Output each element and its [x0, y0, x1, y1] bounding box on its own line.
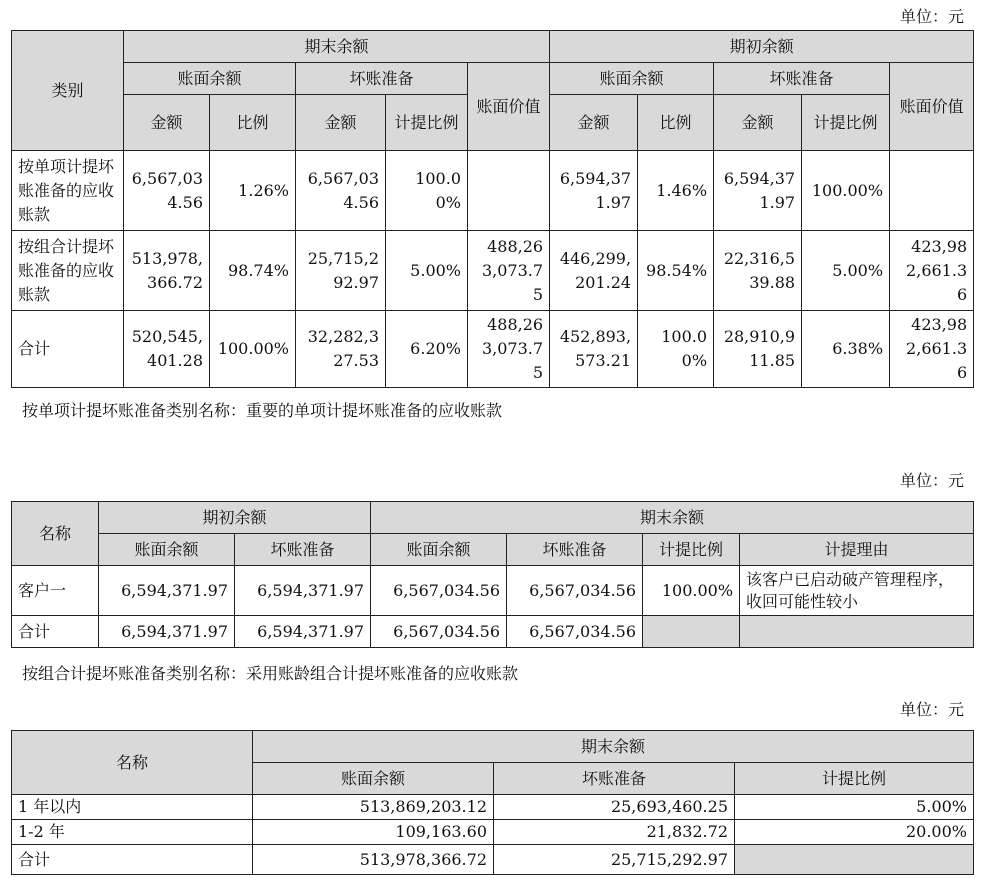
col-header-begin-bad-debt: 坏账准备	[714, 63, 890, 95]
begin-bad-ratio: 6.38%	[802, 311, 890, 388]
end-bad: 6,567,034.56	[507, 616, 643, 648]
bad-debt: 25,693,460.25	[494, 795, 735, 820]
table-row	[12, 845, 974, 875]
col-header-ratio: 比例	[210, 95, 296, 151]
begin-bad: 6,594,371.97	[235, 566, 371, 616]
begin-bad-amount: 22,316,539.88	[714, 231, 802, 311]
end-book-value: 488,263,073.75	[468, 231, 550, 311]
end-book-amount: 6,567,034.56	[124, 151, 210, 231]
provision-ratio	[735, 845, 974, 875]
unit-label-1: 单位：元	[899, 7, 964, 26]
table-row	[12, 566, 974, 616]
col-header-reason: 计提理由	[740, 534, 974, 566]
row-category: 按单项计提坏账准备的应收账款	[12, 151, 124, 231]
col-header-amount: 金额	[550, 95, 638, 151]
col-header-period-end: 期末余额	[124, 31, 550, 63]
end-book: 6,567,034.56	[371, 566, 507, 616]
col-header-amount: 金额	[296, 95, 386, 151]
begin-bad-amount: 6,594,371.97	[714, 151, 802, 231]
begin-book-value	[890, 151, 974, 231]
end-bad-ratio: 100.00%	[386, 151, 468, 231]
begin-bad-amount: 28,910,911.85	[714, 311, 802, 388]
col-header-category: 类别	[12, 31, 124, 151]
provision-ratio: 20.00%	[735, 820, 974, 845]
row-name: 合计	[12, 845, 253, 875]
row-name: 1 年以内	[12, 795, 253, 820]
end-book-value: 488,263,073.75	[468, 311, 550, 388]
col-header-period-end: 期末余额	[371, 502, 974, 534]
col-header-provision-ratio: 计提比例	[735, 763, 974, 795]
col-header-end-book-value: 账面价值	[468, 63, 550, 151]
book-balance: 513,978,366.72	[253, 845, 494, 875]
begin-bad: 6,594,371.97	[235, 616, 371, 648]
end-bad: 6,567,034.56	[507, 566, 643, 616]
begin-bad-ratio: 5.00%	[802, 231, 890, 311]
provision-ratio: 100.00%	[643, 566, 740, 616]
end-bad-amount: 25,715,292.97	[296, 231, 386, 311]
col-header-period-begin: 期初余额	[99, 502, 371, 534]
col-header-begin-book-balance: 账面余额	[99, 534, 235, 566]
col-header-period-begin: 期初余额	[550, 31, 974, 63]
row-name: 1-2 年	[12, 820, 253, 845]
bad-debt: 25,715,292.97	[494, 845, 735, 875]
col-header-begin-book-value: 账面价值	[890, 63, 974, 151]
provision-reason	[740, 616, 974, 648]
begin-book-amount: 6,594,371.97	[550, 151, 638, 231]
row-name: 客户一	[12, 566, 99, 616]
table-aging-provision	[11, 730, 974, 875]
end-bad-amount: 32,282,327.53	[296, 311, 386, 388]
table-row	[12, 231, 974, 311]
unit-label-3: 单位：元	[899, 700, 964, 719]
col-header-end-bad-debt: 坏账准备	[507, 534, 643, 566]
end-book-amount: 520,545,401.28	[124, 311, 210, 388]
col-header-provision-ratio: 计提比例	[386, 95, 468, 151]
table-row	[12, 151, 974, 231]
col-header-end-book-balance: 账面余额	[371, 534, 507, 566]
row-category: 按组合计提坏账准备的应收账款	[12, 231, 124, 311]
col-header-begin-bad-debt: 坏账准备	[235, 534, 371, 566]
col-header-end-book-balance: 账面余额	[124, 63, 296, 95]
col-header-amount: 金额	[124, 95, 210, 151]
col-header-name: 名称	[12, 502, 99, 566]
end-book: 6,567,034.56	[371, 616, 507, 648]
end-book-ratio: 1.26%	[210, 151, 296, 231]
begin-book-ratio: 100.00%	[638, 311, 714, 388]
col-header-bad-debt: 坏账准备	[494, 763, 735, 795]
book-balance: 109,163.60	[253, 820, 494, 845]
begin-bad-ratio: 100.00%	[802, 151, 890, 231]
bad-debt: 21,832.72	[494, 820, 735, 845]
begin-book: 6,594,371.97	[99, 616, 235, 648]
begin-book-ratio: 98.54%	[638, 231, 714, 311]
unit-label-2: 单位：元	[899, 471, 964, 490]
col-header-name: 名称	[12, 731, 253, 795]
note-single-provision: 按单项计提坏账准备类别名称：重要的单项计提坏账准备的应收账款	[22, 401, 503, 420]
col-header-provision-ratio: 计提比例	[802, 95, 890, 151]
begin-book-ratio: 1.46%	[638, 151, 714, 231]
begin-book-value: 423,982,661.36	[890, 311, 974, 388]
end-bad-amount: 6,567,034.56	[296, 151, 386, 231]
row-name: 合计	[12, 616, 99, 648]
table-row	[12, 820, 974, 845]
col-header-ratio: 比例	[638, 95, 714, 151]
provision-ratio: 5.00%	[735, 795, 974, 820]
book-balance: 513,869,203.12	[253, 795, 494, 820]
col-header-period-end: 期末余额	[253, 731, 974, 763]
row-category: 合计	[12, 311, 124, 388]
provision-reason: 该客户已启动破产管理程序，收回可能性较小	[740, 566, 974, 616]
col-header-amount: 金额	[714, 95, 802, 151]
end-book-amount: 513,978,366.72	[124, 231, 210, 311]
end-bad-ratio: 6.20%	[386, 311, 468, 388]
note-aging-provision: 按组合计提坏账准备类别名称：采用账龄组合计提坏账准备的应收账款	[22, 664, 519, 683]
table-row	[12, 311, 974, 388]
col-header-begin-book-balance: 账面余额	[550, 63, 714, 95]
end-bad-ratio: 5.00%	[386, 231, 468, 311]
end-book-ratio: 98.74%	[210, 231, 296, 311]
col-header-end-bad-debt: 坏账准备	[296, 63, 468, 95]
table-row	[12, 795, 974, 820]
begin-book-amount: 446,299,201.24	[550, 231, 638, 311]
begin-book-value: 423,982,661.36	[890, 231, 974, 311]
col-header-provision-ratio: 计提比例	[643, 534, 740, 566]
table-row	[12, 616, 974, 648]
col-header-book-balance: 账面余额	[253, 763, 494, 795]
begin-book-amount: 452,893,573.21	[550, 311, 638, 388]
provision-ratio	[643, 616, 740, 648]
table-single-provision-detail	[11, 501, 974, 648]
table-receivables-by-category	[11, 30, 974, 388]
end-book-ratio: 100.00%	[210, 311, 296, 388]
begin-book: 6,594,371.97	[99, 566, 235, 616]
end-book-value	[468, 151, 550, 231]
